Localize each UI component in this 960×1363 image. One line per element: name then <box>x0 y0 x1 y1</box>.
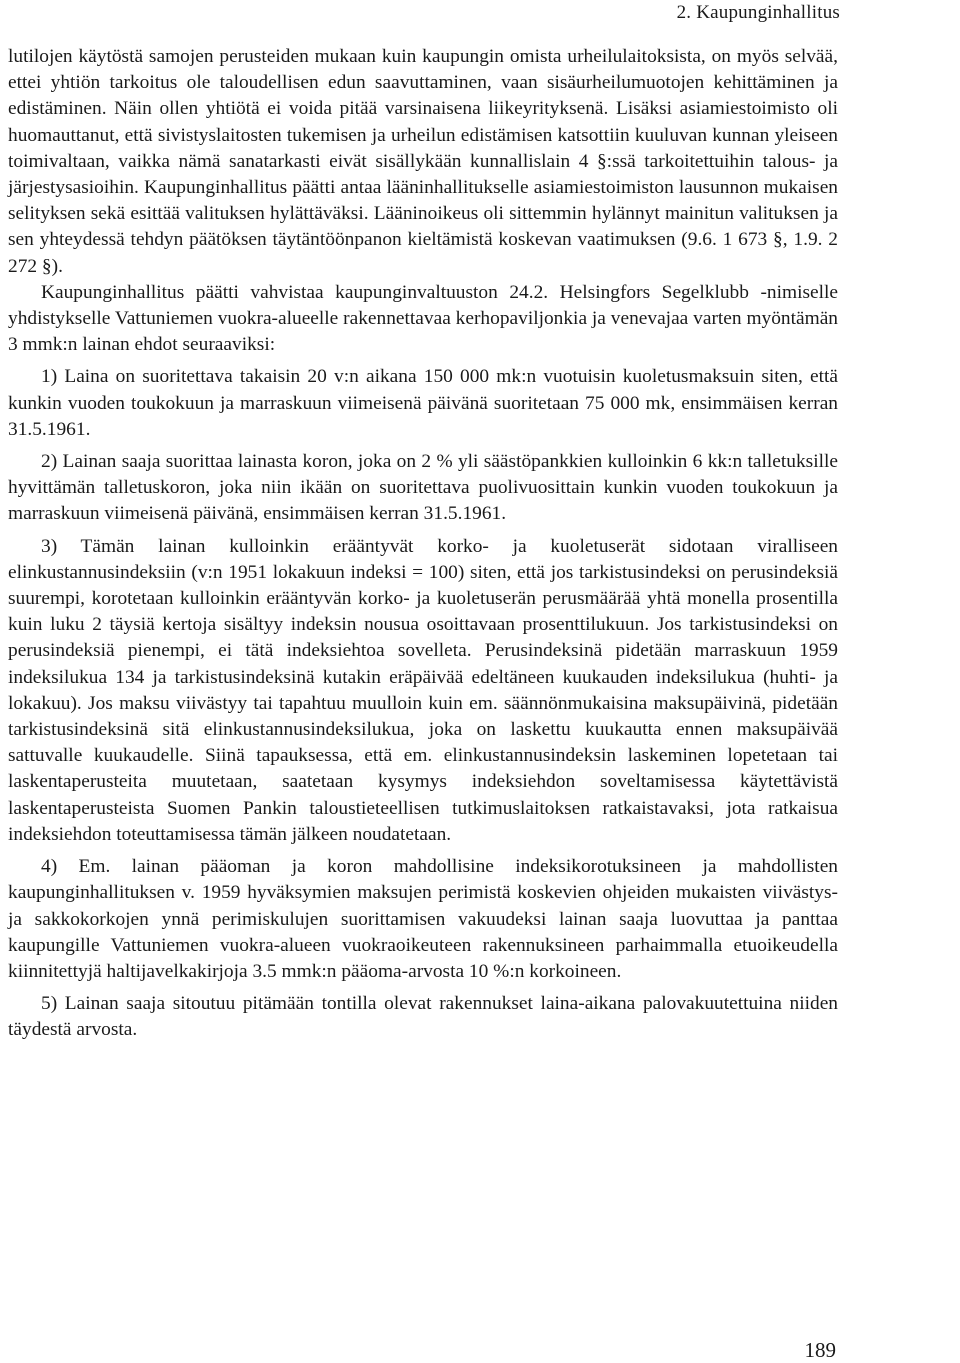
loan-term-5: 5) Lainan saaja sitoutuu pitämään tontilla olevat rakennukset laina-aikana palovakuutettuina niiden täydestä arvosta. <box>8 993 838 1041</box>
paragraph-continuation: lutilojen käytöstä samojen perusteiden mukaan kuin kaupungin omista urheilulaitoksista, on myös selvää, ettei yhtiön tarkoitus ole taloudellisen edun saavuttaminen, vaan sisäurheilumuotojen kehittäminen ja edistäminen. Näin ollen yhtiötä ei voida pitää varsinaisena liikeyrityksenä. Lisäksi asiamiestoimisto oli huomauttanut, että sivistyslaitosten tukemisen ja urheilun edistämisen katsottiin kuuluvan kunnan yleiseen toimivaltaan, vaikka nämä sanatarkasti eivät sisällykään kunnallislain 4 §:ssä tarkoitettuihin talous- ja järjestysasioihin. Kaupunginhallitus päätti antaa lääninhallitukselle asiamiestoimiston lausunnon mukaisen selityksen sekä esittää valituksen hylättäväksi. Lääninoikeus oli sittemmin hylännyt mainitun valituksen ja sen yhteydessä tehdyn päätöksen täytäntöönpanon kieltämistä koskevan vaatimuksen (9.6. 1 673 §, 1.9. 2 272 §). <box>8 46 838 277</box>
body-text <box>8 44 838 1044</box>
loan-term-1: 1) Laina on suoritettava takaisin 20 v:n aikana 150 000 mk:n vuotuisin kuoletusmaksuin siten, että kunkin vuoden toukokuun ja marraskuun viimeisenä päivänä suoritetaan 75 000 mk, ensimmäisen kerran 31.5.1961. <box>8 366 838 440</box>
paragraph-loan-decision: Kaupunginhallitus päätti vahvistaa kaupunginvaltuuston 24.2. Helsingfors Segelklubb -nimiselle yhdistykselle Vattuniemen vuokra-alueelle rakennettavaa kerhopaviljonkia ja venevajaa varten myöntämän 3 mmk:n lainan ehdot seuraaviksi: <box>8 281 838 356</box>
running-header: 2. Kaupunginhallitus <box>676 2 840 23</box>
loan-term-4: 4) Em. lainan pääoman ja koron mahdollisine indeksikorotuksineen ja mahdollisten kaupunginhallituksen v. 1959 hyväksymien maksujen perimistä koskevien ohjeiden mukaisten viivästys- ja sakkokorkojen ynnä perimiskulujen suorittamisen vakuudeksi lainan saaja luovuttaa ja panttaa kaupungille Vattuniemen vuokra-alueen vuokraoikeuteen rakennuksineen parhaimmalla etuoikeudella kiinnitettyjä haltijavelkakirjoja 3.5 mmk:n pääoma-arvosta 10 %:n korkoineen. <box>8 856 838 982</box>
loan-term-2: 2) Lainan saaja suorittaa lainasta koron, joka on 2 % yli säästöpankkien kulloinkin 6 kk:n talletuksille hyvittämän talletuskoron, joka niin ikään on suoritettava puolivuosittain kunkin vuoden toukokuun ja marraskuun viimeisenä päivänä, ensimmäisen kerran 31.5.1961. <box>8 451 838 525</box>
page-number: 189 <box>804 1338 836 1362</box>
loan-term-3: 3) Tämän lainan kulloinkin erääntyvät korko- ja kuoletuserät sidotaan viralliseen elinkustannusindeksiin (v:n 1951 lokakuun indeksi = 100) siten, että jos tarkistusindeksi on perusindeksiä suurempi, korotetaan kulloinkin erääntyvän korko- ja kuoletuserän perusmäärää yhtä monella prosentilla kuin luku 2 täysiä kertoja sisältyy indeksin nousua osoittavaan prosenttilukuun. Jos tarkistusindeksi on perusindeksiä pienempi, ei tätä indeksiehtoa sovelleta. Perusindeksinä pidetään marraskuun 1959 indeksilukua 134 ja tarkistusindeksinä kutakin eräpäivää edeltäneen kuukauden indeksilukua (huhti- ja lokakuu). Jos maksu viivästyy tai tapahtuu muulloin kuin em. säännönmukaisina maksupäivinä, pidetään tarkistusindeksinä sitä elinkustannusindeksilukua, joka on laskettu kuukautta ennen maksupäivää sattuvalle kuukaudelle. Siinä tapauksessa, että em. elinkustannusindeksin laskeminen lopetetaan tai laskentaperusteita muutetaan, saatetaan kysymys indeksiehdon soveltamisessa käytettävistä laskentaperusteista Suomen Pankin taloustieteellisen tutkimuslaitoksen ratkaistavaksi, jota ratkaisua indeksiehdon toteuttamisessa tämän jälkeen noudatetaan. <box>8 535 838 845</box>
